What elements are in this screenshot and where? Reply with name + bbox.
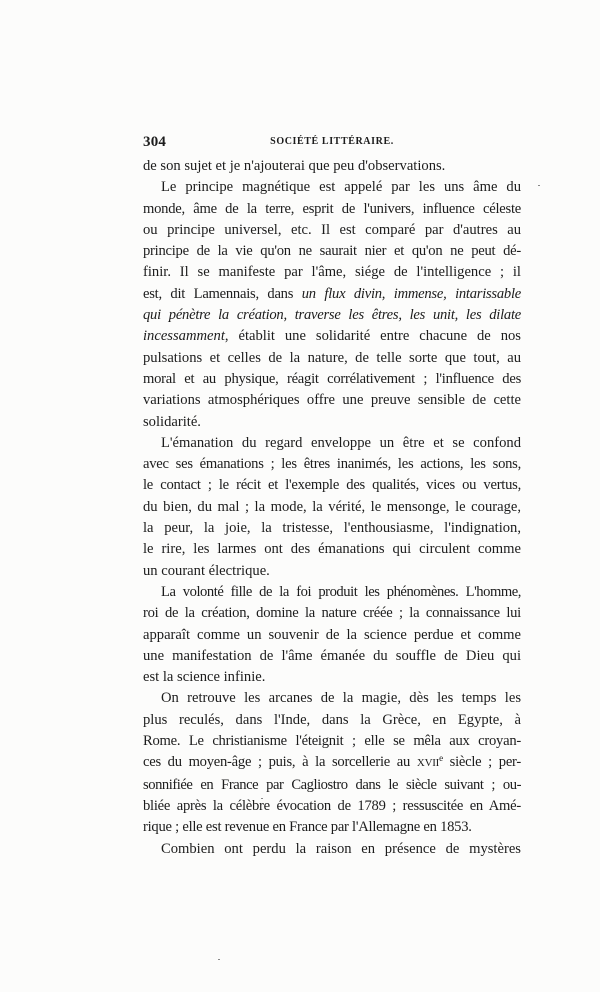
- italic-quote: qui pénètre la création, traverse les êtres, les unit, les dilate: [143, 307, 521, 324]
- text-line: incessamment, établit une solidarité entre chacune de nos: [143, 328, 521, 345]
- text-line: L'émanation du regard enveloppe un être et se confond: [161, 434, 521, 451]
- text-line: monde, âme de la terre, esprit de l'univers, influence céleste: [143, 200, 521, 217]
- body-text: [143, 156, 521, 860]
- text-line: avec ses émanations ; les êtres inanimés, les actions, les sons,: [143, 456, 521, 473]
- text-line: de son sujet et je n'ajouterai que peu d'observations.: [143, 158, 446, 174]
- paragraph-emanation: [143, 433, 521, 582]
- running-title: SOCIÉTÉ LITTÉRAIRE.: [270, 136, 394, 147]
- century-suffix: e: [439, 753, 443, 764]
- paragraph-magnetic-principle: [143, 177, 521, 433]
- text-line: finir. Il se manifeste par l'âme, siége de l'intelligence ; il: [143, 264, 521, 281]
- text-line: sonnifiée en France par Cagliostro dans le siècle suivant ; ou-: [143, 776, 521, 793]
- text-line: une manifestation de l'âme émanée du souffle de Dieu qui: [143, 647, 521, 664]
- text-line: rique ; elle est revenue en France par l'Allemagne en 1853.: [143, 819, 472, 836]
- text-line: un courant électrique.: [143, 562, 270, 579]
- margin-speck: [218, 959, 220, 960]
- text-line: bliée après la célèbre évocation de 1789 ; ressuscitée en Amé-: [143, 797, 521, 814]
- text-line: moral et au physique, réagit corrélativement ; l'influence des: [143, 370, 521, 387]
- italic-quote: un flux divin, immense, intarissable: [301, 285, 521, 302]
- text-line: le rire, les larmes ont des émanations qui circulent comme: [143, 541, 521, 558]
- text-line: ou principe universel, etc. Il est comparé par d'autres au: [143, 221, 521, 238]
- page-header: [143, 134, 521, 154]
- text-line: [143, 305, 521, 326]
- text-line: Rome. Le christianisme l'éteignit ; elle se mêla aux croyan-: [143, 733, 521, 750]
- page-number: 304: [143, 134, 167, 150]
- text-line: est, dit Lamennais, dans un flux divin, immense, intarissable: [143, 285, 521, 302]
- italic-quote: incessamment: [143, 328, 225, 345]
- text-line: plus reculés, dans l'Inde, dans la Grèce, en Egypte, à: [143, 711, 521, 728]
- text-line: ces du moyen-âge ; puis, à la sorcellerie au XVIIe siècle ; per-: [143, 753, 521, 771]
- paragraph-madness: [143, 839, 521, 860]
- text-line: apparaît comme un souvenir de la science perdue et comme: [143, 626, 521, 643]
- paragraph-continuation: [143, 156, 521, 177]
- text-line: du bien, du mal ; la mode, la vérité, le mensonge, le courage,: [143, 498, 521, 515]
- text-line: roi de la création, domine la nature créée ; la connaissance lui: [143, 605, 521, 622]
- paragraph-magic-history: [143, 688, 521, 838]
- text-line: Le principe magnétique est appelé par les uns âme du: [161, 179, 521, 196]
- text-line: solidarité.: [143, 413, 201, 430]
- century-numeral: XVII: [416, 757, 440, 770]
- text-line: variations atmosphériques offre une preuve sensible de cette: [143, 392, 521, 409]
- margin-speck: [538, 185, 540, 186]
- text-line: La volonté fille de la foi produit les phénomènes. L'homme,: [161, 583, 521, 600]
- paragraph-will: [143, 582, 521, 688]
- text-line: la peur, la joie, la tristesse, l'enthousiasme, l'indignation,: [143, 520, 521, 537]
- text-line: Combien ont perdu la raison en présence de mystères: [161, 840, 521, 857]
- text-line: le contact ; le récit et l'exemple des qualités, vices ou vertus,: [143, 477, 521, 494]
- text-line: pulsations et celles de la nature, de telle sorte que tout, au: [143, 349, 521, 366]
- text-line: est la science infinie.: [143, 669, 266, 686]
- text-line: On retrouve les arcanes de la magie, dès les temps les: [161, 690, 521, 707]
- text-line: principe de la vie qu'on ne saurait nier et qu'on ne peut dé-: [143, 243, 521, 260]
